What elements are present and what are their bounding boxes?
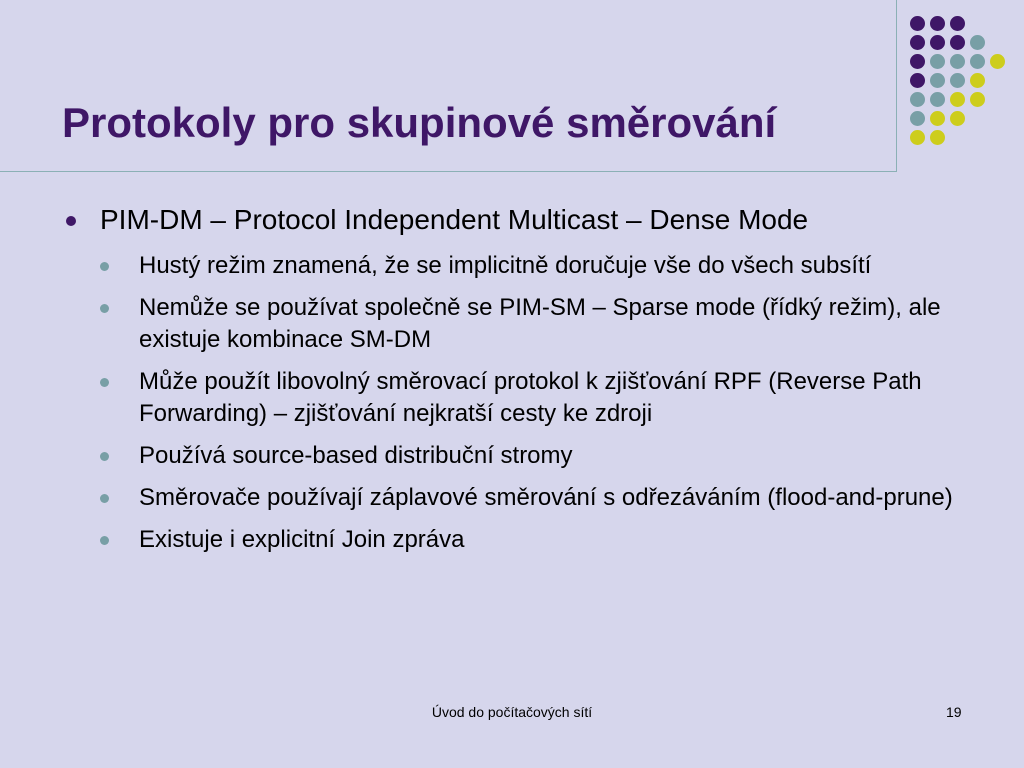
decorative-dot [930, 54, 945, 69]
footer-course-title: Úvod do počítačových sítí [431, 704, 593, 720]
decorative-dot [930, 35, 945, 50]
sub-bullet-item: Existuje i explicitní Join zpráva [100, 524, 964, 556]
decorative-dot [930, 111, 945, 126]
slide-title: Protokoly pro skupinové směrování [62, 99, 777, 146]
sub-bullet-item: Směrovače používají záplavové směrování s odřezáváním (flood-and-prune) [100, 482, 964, 514]
decorative-dot [970, 92, 985, 107]
title-divider-vertical [896, 0, 897, 171]
decorative-dot [930, 73, 945, 88]
decorative-dot [950, 111, 965, 126]
decorative-dot [970, 73, 985, 88]
title-divider-horizontal [0, 171, 897, 172]
decorative-dot [930, 16, 945, 31]
decorative-dot [970, 54, 985, 69]
sub-bullet-item: Může použít libovolný směrovací protokol k zjišťování RPF (Reverse Path Forwarding) – zjišťování nejkratší cesty ke zdroji [100, 366, 964, 430]
page-number: 19 [946, 704, 962, 720]
decorative-dot [990, 54, 1005, 69]
bullet-item: PIM-DM – Protocol Independent Multicast – Dense Mode [62, 200, 962, 240]
decorative-dot [910, 54, 925, 69]
decorative-dot [950, 92, 965, 107]
sub-bullet-item: Používá source-based distribuční stromy [100, 440, 964, 472]
decorative-dot [910, 73, 925, 88]
decorative-dot [910, 92, 925, 107]
slide-body [62, 200, 962, 566]
decorative-dot [910, 16, 925, 31]
decorative-dot [970, 35, 985, 50]
sub-bullet-item: Hustý režim znamená, že se implicitně doručuje vše do všech subsítí [100, 250, 964, 282]
decorative-dot [910, 130, 925, 145]
decorative-dot [930, 130, 945, 145]
decorative-dot [950, 54, 965, 69]
decorative-dot [910, 111, 925, 126]
sub-bullet-item: Nemůže se používat společně se PIM-SM – Sparse mode (řídký režim), ale existuje kombinace SM-DM [100, 292, 964, 356]
decorative-dot [950, 35, 965, 50]
sub-bullet-list [100, 250, 962, 556]
decorative-dot [950, 16, 965, 31]
decorative-dot [950, 73, 965, 88]
decorative-dot [910, 35, 925, 50]
decorative-dot [930, 92, 945, 107]
